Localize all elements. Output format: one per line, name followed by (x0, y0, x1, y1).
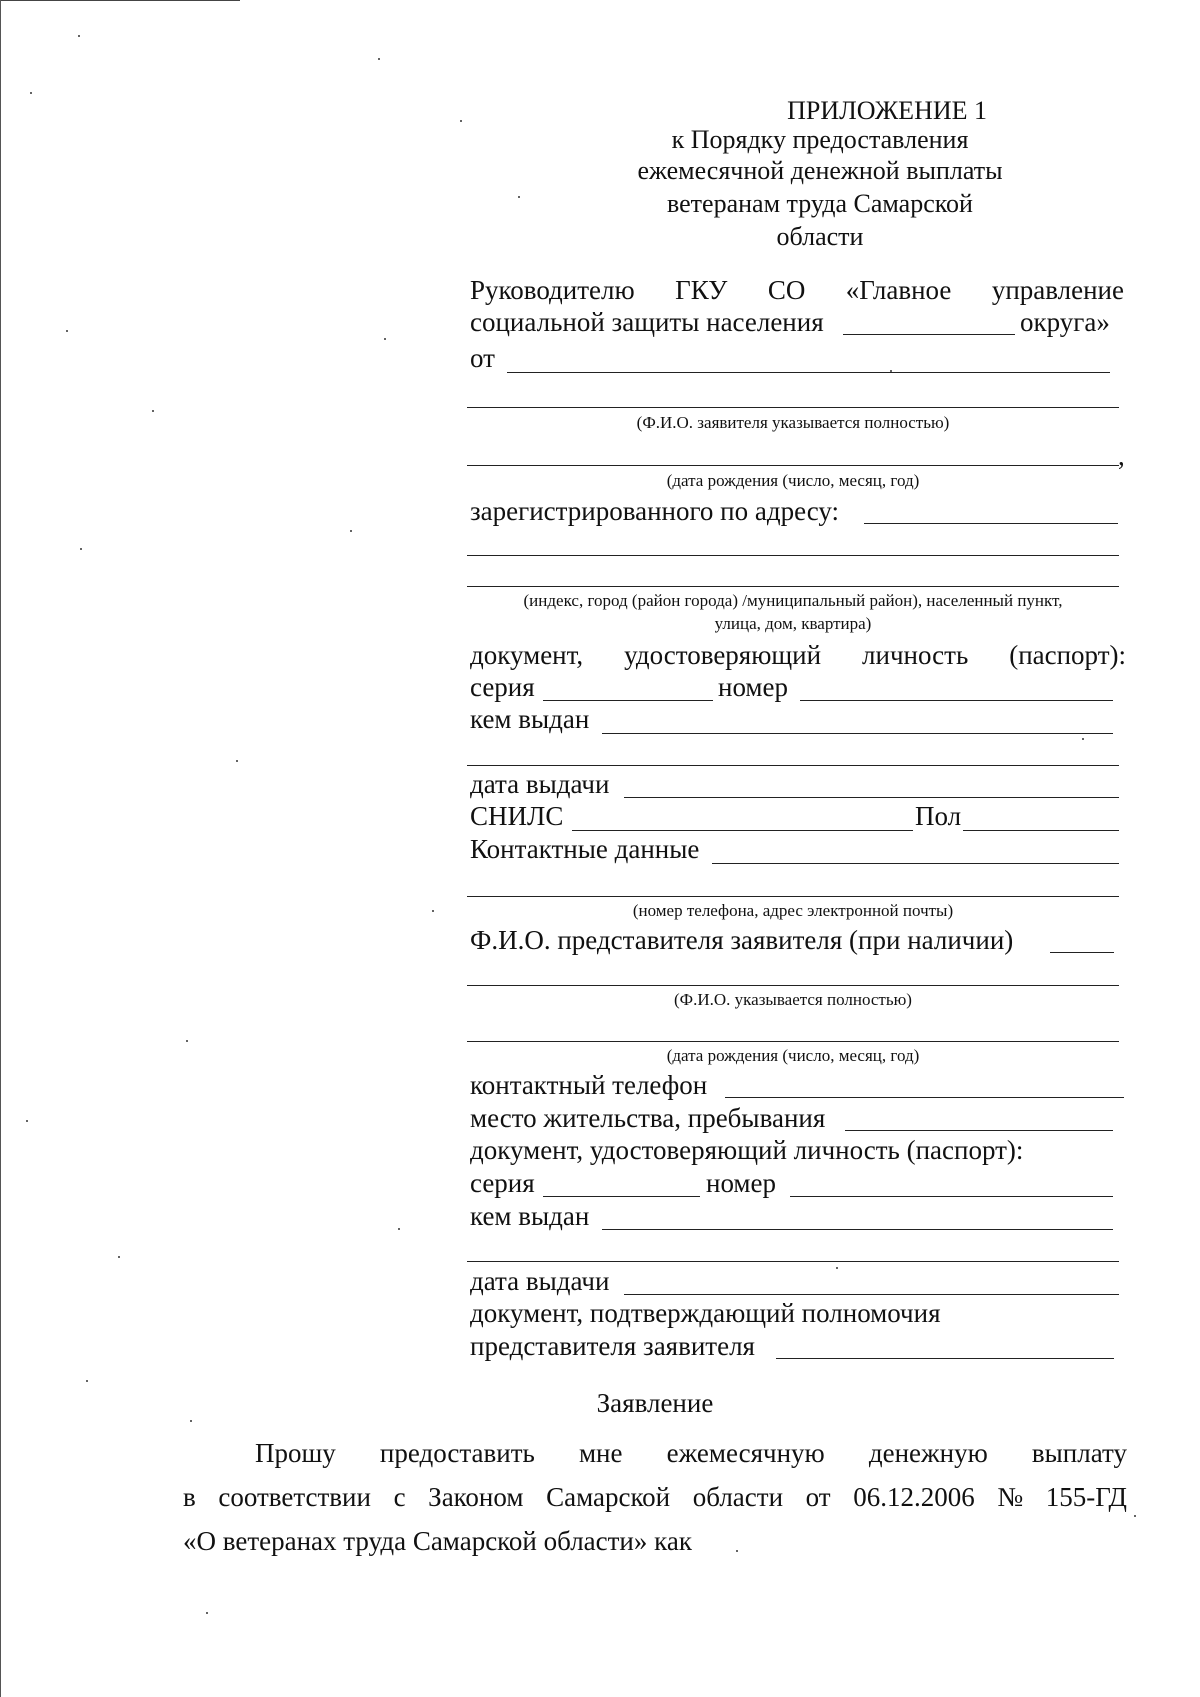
addressee-word: «Главное (845, 275, 952, 305)
rep-phone-field[interactable] (725, 1097, 1124, 1098)
rep-number-label: номер (706, 1168, 777, 1198)
issue-date-field[interactable] (624, 797, 1119, 798)
rep-number-field[interactable] (790, 1196, 1113, 1197)
address-hint: (индекс, город (район города) /муниципальный район), населенный пункт, (523, 591, 1063, 610)
scan-speck (152, 410, 154, 412)
scan-edge-left (0, 0, 1, 1697)
id-doc-word: документ, (470, 640, 584, 670)
rep-series-label: серия (470, 1168, 535, 1198)
id-document-line (470, 642, 1126, 669)
number-label: номер (718, 672, 789, 702)
statement-title: Заявление (596, 1388, 714, 1418)
addressee-word: Руководителю (470, 275, 635, 305)
scan-speck (78, 35, 80, 37)
addressee-word: управление (991, 275, 1124, 305)
district-suffix: округа» (1020, 307, 1110, 337)
authority-document-field[interactable] (776, 1358, 1114, 1359)
id-doc-word: (паспорт): (1009, 640, 1126, 670)
statement-word: в (183, 1482, 196, 1512)
applicant-birthdate-field[interactable] (467, 465, 1119, 466)
series-label: серия (470, 672, 535, 702)
scan-speck (378, 58, 380, 60)
appendix-line: ветеранам труда Самарской (667, 189, 973, 218)
scan-speck (398, 1228, 400, 1230)
address-field[interactable] (467, 555, 1119, 556)
scan-speck (236, 760, 238, 762)
appendix-line: области (776, 222, 864, 251)
statement-word: ежемесячную (666, 1438, 825, 1468)
statement-word: № (997, 1482, 1024, 1512)
scan-speck (836, 1267, 838, 1269)
statement-word: 155-ГД (1045, 1482, 1127, 1512)
representative-fio-field[interactable] (1050, 952, 1114, 953)
contacts-hint: (номер телефона, адрес электронной почты) (632, 901, 954, 920)
statement-word: от (805, 1482, 831, 1512)
scan-speck (350, 530, 352, 532)
id-doc-word: удостоверяющий (624, 640, 822, 670)
appendix-title: ПРИЛОЖЕНИЕ 1 (787, 96, 987, 125)
series-field[interactable] (543, 700, 713, 701)
from-label: от (470, 343, 495, 373)
scan-speck (518, 196, 520, 198)
representative-fio-field[interactable] (467, 985, 1119, 986)
scan-speck (1134, 1515, 1136, 1517)
authority-document-label: представителя заявителя (470, 1331, 755, 1361)
scan-speck (460, 120, 462, 122)
statement-word: предоставить (379, 1438, 535, 1468)
addressee-line (470, 277, 1124, 304)
address-field[interactable] (864, 523, 1118, 524)
addressee-word: ГКУ (675, 275, 728, 305)
scan-speck (80, 548, 82, 550)
statement-word: мне (578, 1438, 623, 1468)
district-field[interactable] (843, 334, 1015, 335)
applicant-fio-field[interactable] (467, 407, 1119, 408)
statement-word: денежную (868, 1438, 988, 1468)
contacts-field[interactable] (467, 896, 1119, 897)
number-field[interactable] (800, 700, 1113, 701)
appendix-line: к Порядку предоставления (671, 125, 969, 154)
scan-speck (432, 910, 434, 912)
rep-issued-by-field[interactable] (602, 1229, 1113, 1230)
scan-speck (186, 1040, 188, 1042)
address-hint: улица, дом, квартира) (714, 614, 872, 633)
representative-fio-hint: (Ф.И.О. указывается полностью) (674, 990, 912, 1009)
statement-word: Самарской (546, 1482, 671, 1512)
rep-issued-by-field[interactable] (467, 1261, 1119, 1262)
applicant-fio-hint: (Ф.И.О. заявителя указывается полностью) (636, 413, 950, 432)
rep-residence-field[interactable] (845, 1130, 1113, 1131)
issued-by-label: кем выдан (470, 704, 590, 734)
birthdate-comma: , (1118, 441, 1125, 471)
scan-speck (118, 1256, 120, 1258)
id-doc-word: личность (862, 640, 969, 670)
statement-word: соответствии (218, 1482, 371, 1512)
scan-speck (30, 92, 32, 94)
representative-fio-label: Ф.И.О. представителя заявителя (при наличии) (470, 925, 1014, 955)
rep-issue-date-field[interactable] (624, 1294, 1119, 1295)
rep-phone-label: контактный телефон (470, 1070, 708, 1100)
statement-word: 06.12.2006 (853, 1482, 975, 1512)
addressee-word: СО (767, 275, 806, 305)
contacts-label: Контактные данные (470, 834, 700, 864)
snils-field[interactable] (572, 830, 913, 831)
statement-line-3: «О ветеранах труда Самарской области» как (183, 1526, 692, 1556)
statement-word: с (393, 1482, 406, 1512)
scan-speck (1082, 738, 1084, 740)
contacts-field[interactable] (712, 863, 1119, 864)
scan-speck (190, 1420, 192, 1422)
scan-speck (384, 338, 386, 340)
authority-document-label: документ, подтверждающий полномочия (470, 1298, 941, 1328)
scan-speck (890, 370, 892, 372)
representative-birthdate-field[interactable] (467, 1041, 1119, 1042)
registered-address-label: зарегистрированного по адресу: (470, 496, 839, 526)
rep-issued-by-label: кем выдан (470, 1201, 590, 1231)
scan-edge-top (0, 0, 240, 1)
issue-date-label: дата выдачи (470, 769, 610, 799)
scan-speck (66, 330, 68, 332)
scan-speck (206, 1612, 208, 1614)
statement-word: области (692, 1482, 784, 1512)
sex-field[interactable] (963, 830, 1119, 831)
statement-word: Прошу (255, 1438, 336, 1468)
applicant-birthdate-hint: (дата рождения (число, месяц, год) (666, 471, 920, 490)
address-field[interactable] (467, 586, 1119, 587)
representative-birthdate-hint: (дата рождения (число, месяц, год) (666, 1046, 920, 1065)
issued-by-field[interactable] (467, 765, 1119, 766)
statement-word: выплату (1031, 1438, 1127, 1468)
scan-speck (86, 1380, 88, 1382)
statement-line-1 (255, 1440, 1127, 1467)
snils-label: СНИЛС (470, 801, 564, 831)
from-field[interactable] (507, 372, 1110, 373)
issued-by-field[interactable] (602, 733, 1113, 734)
scan-speck (26, 1120, 28, 1122)
rep-series-field[interactable] (543, 1196, 700, 1197)
appendix-line: ежемесячной денежной выплаты (637, 156, 1003, 185)
sex-label: Пол (915, 801, 962, 831)
rep-id-document-label: документ, удостоверяющий личность (паспорт): (470, 1135, 1024, 1165)
addressee-line-2: социальной защиты населения (470, 307, 824, 337)
scan-speck (736, 1550, 738, 1552)
rep-issue-date-label: дата выдачи (470, 1266, 610, 1296)
statement-line-2 (183, 1484, 1127, 1511)
statement-word: Законом (428, 1482, 524, 1512)
rep-residence-label: место жительства, пребывания (470, 1103, 826, 1133)
